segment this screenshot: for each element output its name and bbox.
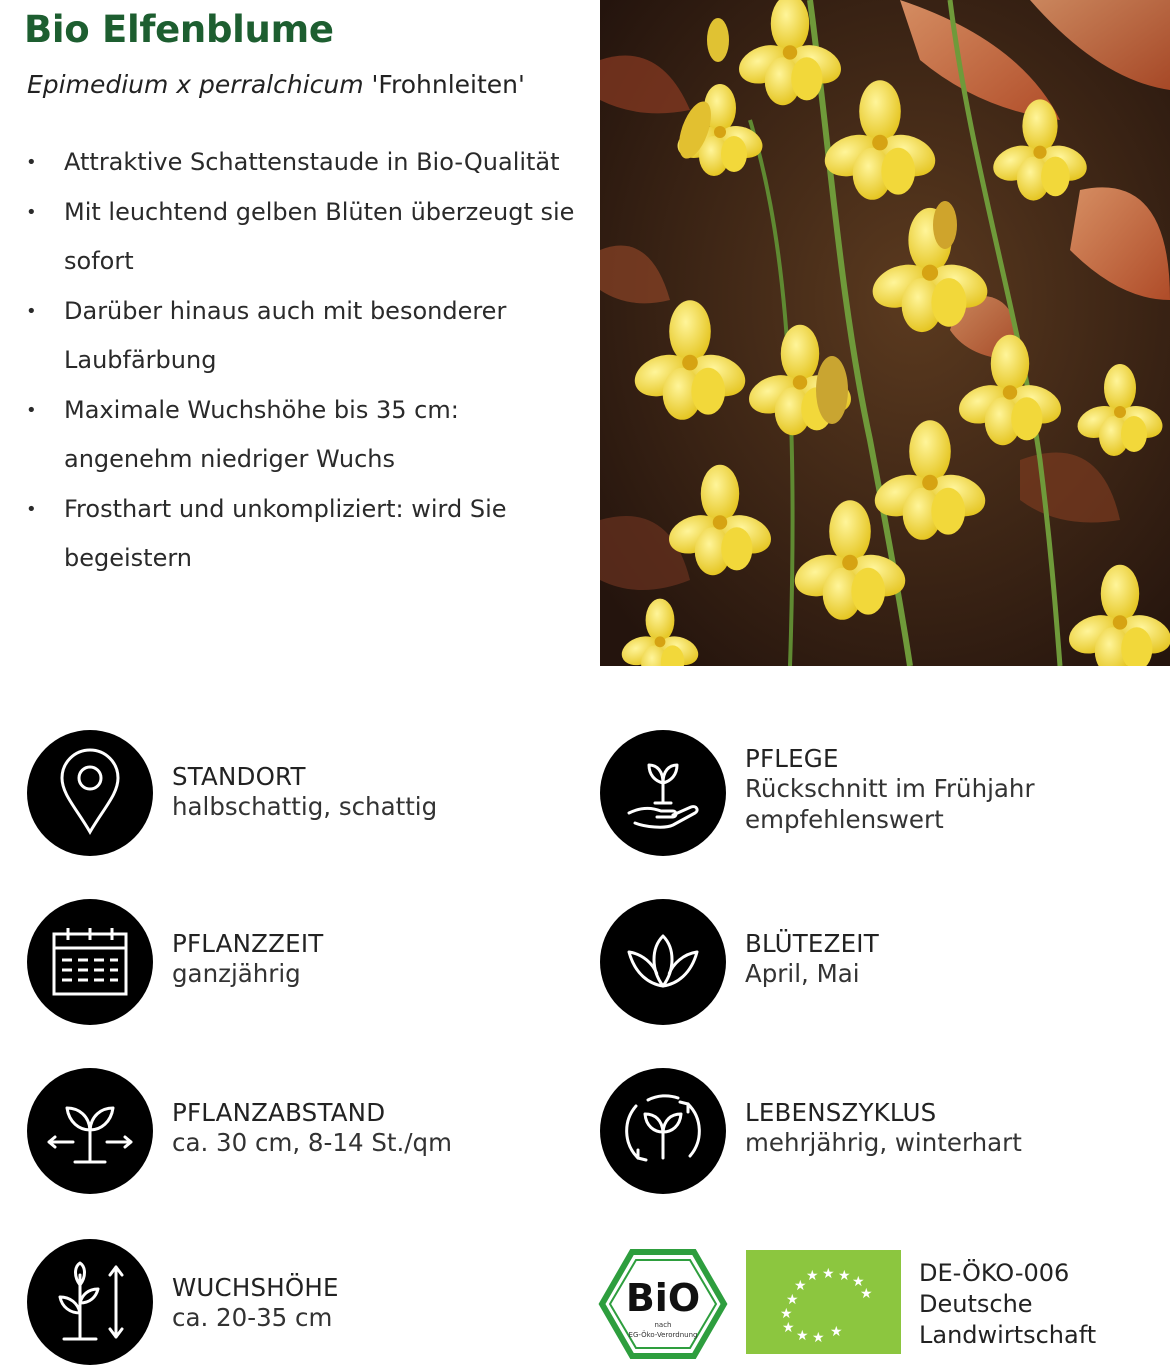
feature-standort [27,730,587,856]
wuchshoehe-label: WUCHSHÖHE [172,1273,339,1302]
plant-height-icon [27,1239,153,1365]
eu-organic-leaf-logo [746,1250,901,1354]
bullet-item: • Darüber hinaus auch mit besonderer Laubfärbung [26,287,586,386]
bluetezeit-label: BLÜTEZEIT [745,929,879,958]
svg-text:★: ★ [786,1292,799,1308]
bio-seal-small-text-2: EG-Öko-Verordnung [628,1331,698,1339]
cert-line-2: Deutsche [919,1290,1033,1318]
svg-text:★: ★ [830,1324,843,1340]
latin-name: Epimedium x perralchicum [27,70,364,99]
bluetezeit-value: April, Mai [745,959,860,988]
cert-code: DE-ÖKO-006 [919,1259,1070,1287]
product-photo [600,0,1170,666]
certification-text [919,1258,1096,1351]
certification-area [598,1248,1170,1360]
svg-text:★: ★ [838,1268,851,1284]
location-pin-icon [27,730,153,856]
pflege-label: PFLEGE [745,744,839,773]
svg-text:★: ★ [812,1330,825,1346]
svg-text:★: ★ [796,1328,809,1344]
pflege-value: Rückschnitt im Frühjahr empfehlenswert [745,774,1035,834]
lotus-flower-icon [600,899,726,1025]
plant-cycle-icon [600,1068,726,1194]
svg-text:★: ★ [782,1320,795,1336]
wuchshoehe-value: ca. 20-35 cm [172,1303,333,1332]
cultivar-name: 'Frohnleiten' [363,70,525,99]
svg-text:★: ★ [794,1278,807,1294]
svg-text:★: ★ [852,1274,865,1290]
feature-lebenszyklus [600,1068,1170,1194]
feature-wuchshoehe [27,1239,587,1365]
product-title: Bio Elfenblume [24,8,334,51]
bullet-item: • Frosthart und unkompliziert: wird Sie begeistern [26,485,586,584]
feature-pflege [600,730,1170,856]
pflanzzeit-value: ganzjährig [172,959,301,988]
bio-seal-word: BiO [625,1276,701,1320]
lebenszyklus-label: LEBENSZYKLUS [745,1098,937,1127]
svg-text:★: ★ [806,1268,819,1284]
feature-bullet-list [26,138,586,584]
bio-seal-logo [598,1248,728,1360]
plant-in-hand-icon [600,730,726,856]
product-subtitle [27,70,525,99]
pflanzabstand-value: ca. 30 cm, 8-14 St./qm [172,1128,452,1157]
cert-line-3: Landwirtschaft [919,1321,1097,1349]
lebenszyklus-value: mehrjährig, winterhart [745,1128,1022,1157]
feature-bluetezeit [600,899,1170,1025]
standort-value: halbschattig, schattig [172,792,438,821]
bio-seal-small-text-1: nach [654,1321,672,1329]
standort-label: STANDORT [172,762,306,791]
bullet-item: • Maximale Wuchshöhe bis 35 cm: angenehm niedriger Wuchs [26,386,586,485]
calendar-icon [27,899,153,1025]
bullet-item: • Mit leuchtend gelben Blüten überzeugt sie sofort [26,188,586,287]
svg-text:★: ★ [860,1286,873,1302]
svg-text:★: ★ [822,1266,835,1282]
svg-text:★: ★ [780,1306,793,1322]
feature-pflanzabstand [27,1068,587,1194]
feature-pflanzzeit [27,899,587,1025]
pflanzzeit-label: PFLANZZEIT [172,929,324,958]
plant-spacing-icon [27,1068,153,1194]
bullet-item: • Attraktive Schattenstaude in Bio-Qualität [26,138,586,188]
pflanzabstand-label: PFLANZABSTAND [172,1098,386,1127]
